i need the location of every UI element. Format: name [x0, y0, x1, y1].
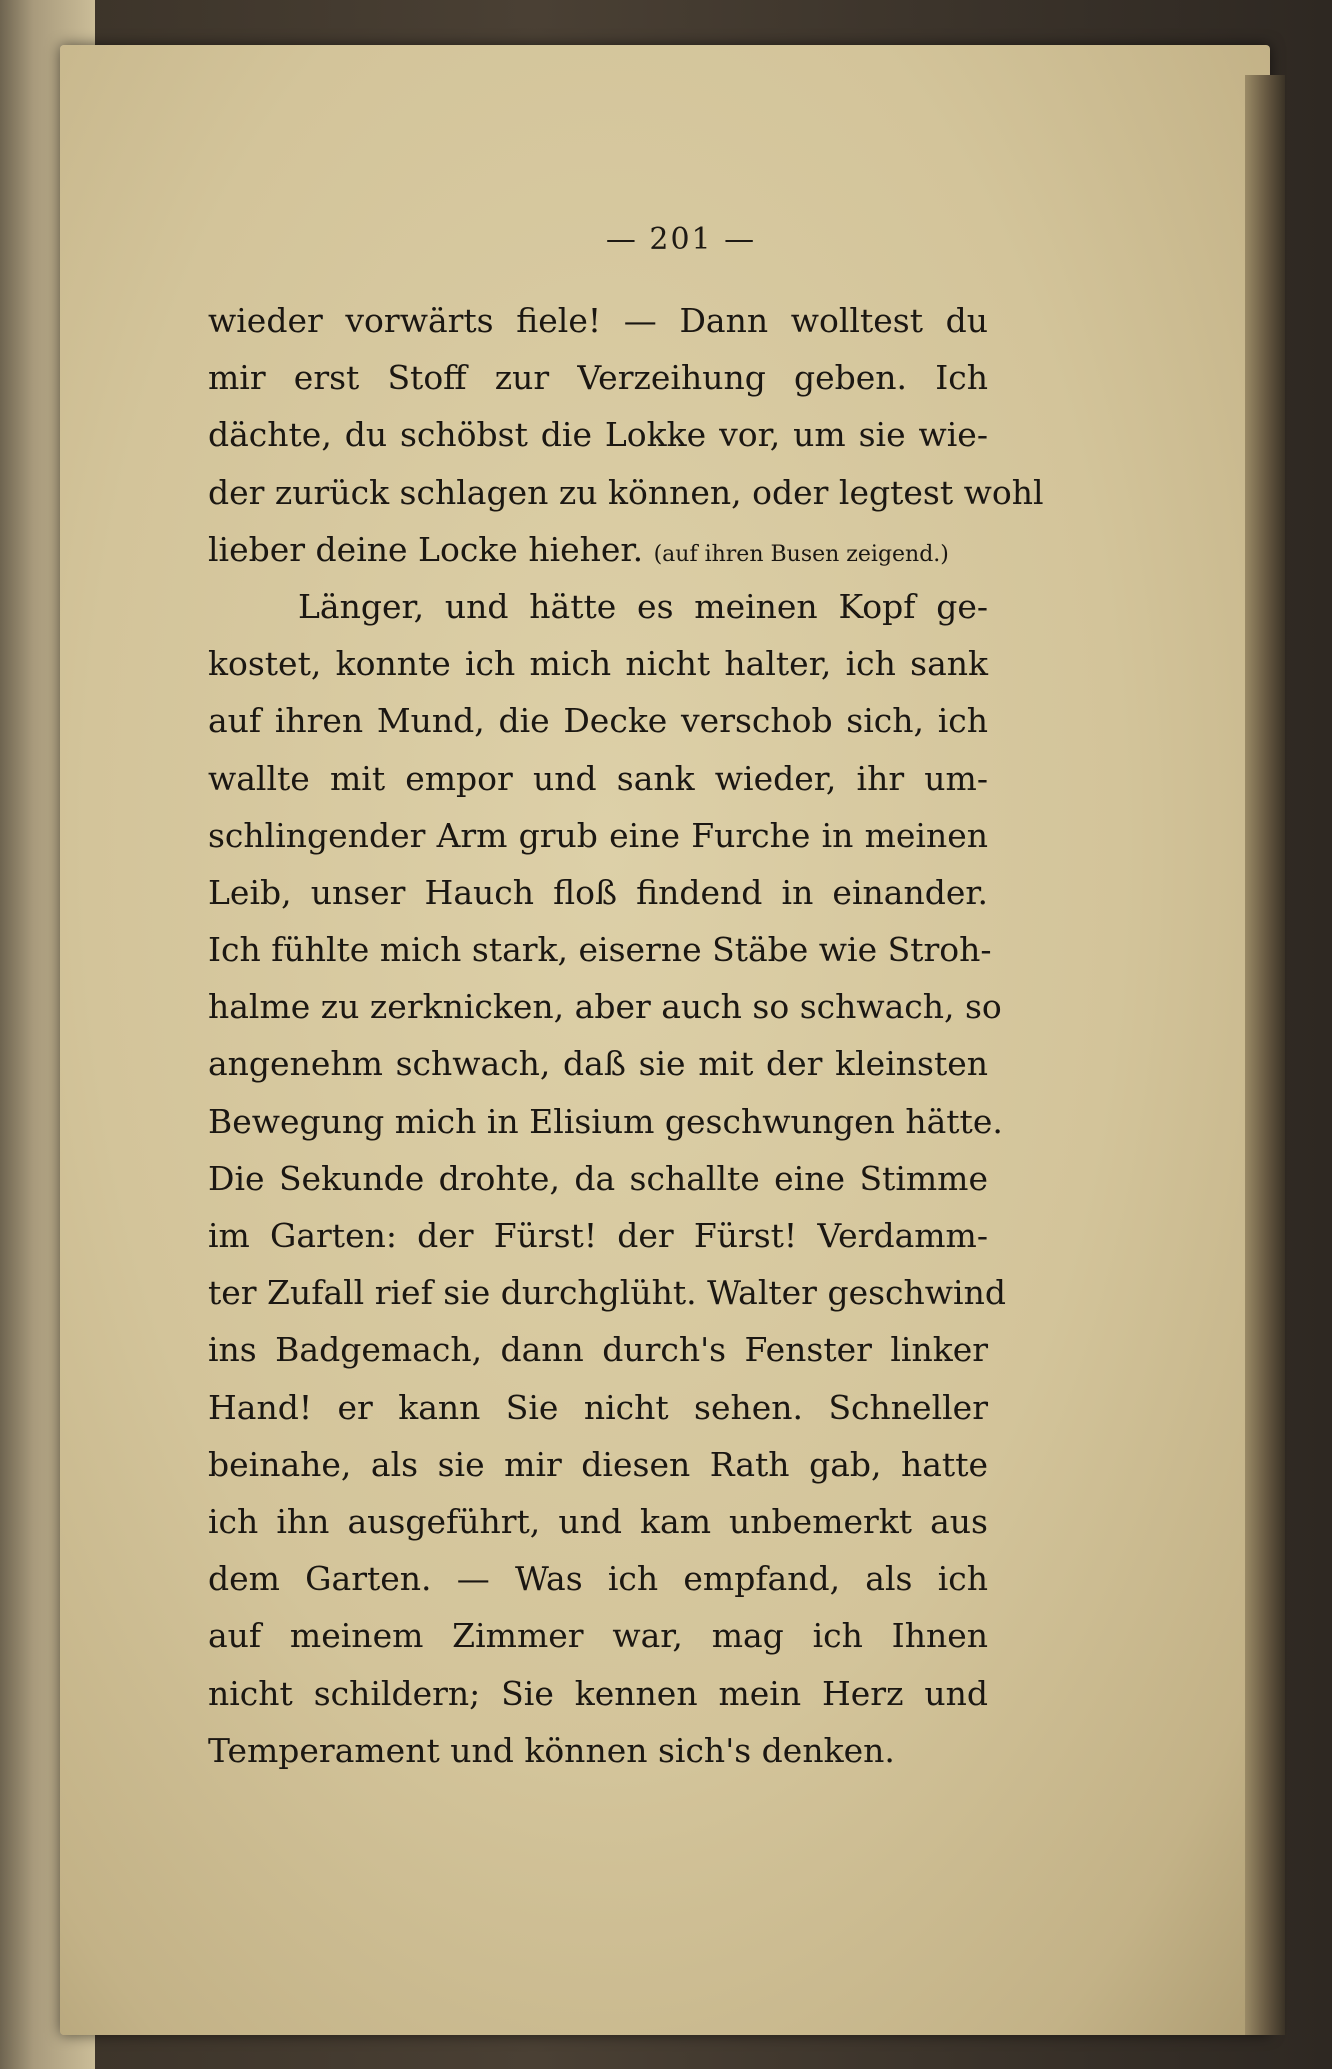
text-line: dem Garten. — Was ich empfand, als ich — [208, 1559, 988, 1599]
text-line: schlingender Arm grub eine Furche in meinen — [208, 815, 988, 855]
stage-direction: (auf ihren Busen zeigend.) — [653, 541, 949, 567]
text-line: der zurück schlagen zu können, oder legtest wohl — [208, 472, 1044, 512]
text-line: Bewegung mich in Elisium geschwungen hätte. — [208, 1101, 1003, 1141]
page-stack-edge — [1245, 75, 1285, 2035]
page-body — [208, 292, 1044, 1779]
text-line — [208, 521, 988, 578]
text-line: ter Zufall rief sie durchglüht. Walter geschwind — [208, 1273, 1006, 1313]
text-line: kostet, konnte ich mich nicht halter, ich sank — [208, 644, 988, 684]
text-line: Leib, unser Hauch floß findend in einander. — [208, 872, 988, 912]
text-line: Hand! er kann Sie nicht sehen. Schneller — [208, 1387, 988, 1427]
text-line: ich ihn ausgeführt, und kam unbemerkt aus — [208, 1501, 988, 1541]
text-line: Die Sekunde drohte, da schallte eine Stimme — [208, 1158, 988, 1198]
text-fragment: lieber deine Locke hieher. — [208, 529, 644, 569]
text-line: angenehm schwach, daß sie mit der kleinsten — [208, 1044, 988, 1084]
text-line: mir erst Stoff zur Verzeihung geben. Ich — [208, 358, 988, 398]
text-line: auf meinem Zimmer war, mag ich Ihnen — [208, 1616, 988, 1656]
text-line: wieder vorwärts fiele! — Dann wolltest du — [208, 301, 988, 340]
text-line: dächte, du schöbst die Lokke vor, um sie wie- — [208, 415, 988, 455]
text-line: Temperament und können sich's denken. — [208, 1730, 895, 1770]
page-number: — 201 — — [605, 222, 757, 257]
text-line: auf ihren Mund, die Decke verschob sich, ich — [208, 701, 988, 741]
text-line: ins Badgemach, dann durch's Fenster linker — [208, 1330, 988, 1370]
text-line: beinahe, als sie mir diesen Rath gab, hatte — [208, 1444, 988, 1484]
text-line: halme zu zerknicken, aber auch so schwach, so — [208, 987, 1002, 1027]
text-line: wallte mit empor und sank wieder, ihr um- — [208, 758, 988, 798]
text-line: Länger, und hätte es meinen Kopf ge- — [298, 586, 988, 626]
text-line: nicht schildern; Sie kennen mein Herz und — [208, 1673, 988, 1713]
text-line: im Garten: der Fürst! der Fürst! Verdamm- — [208, 1216, 988, 1255]
text-line: Ich fühlte mich stark, eiserne Stäbe wie Stroh- — [208, 930, 992, 970]
